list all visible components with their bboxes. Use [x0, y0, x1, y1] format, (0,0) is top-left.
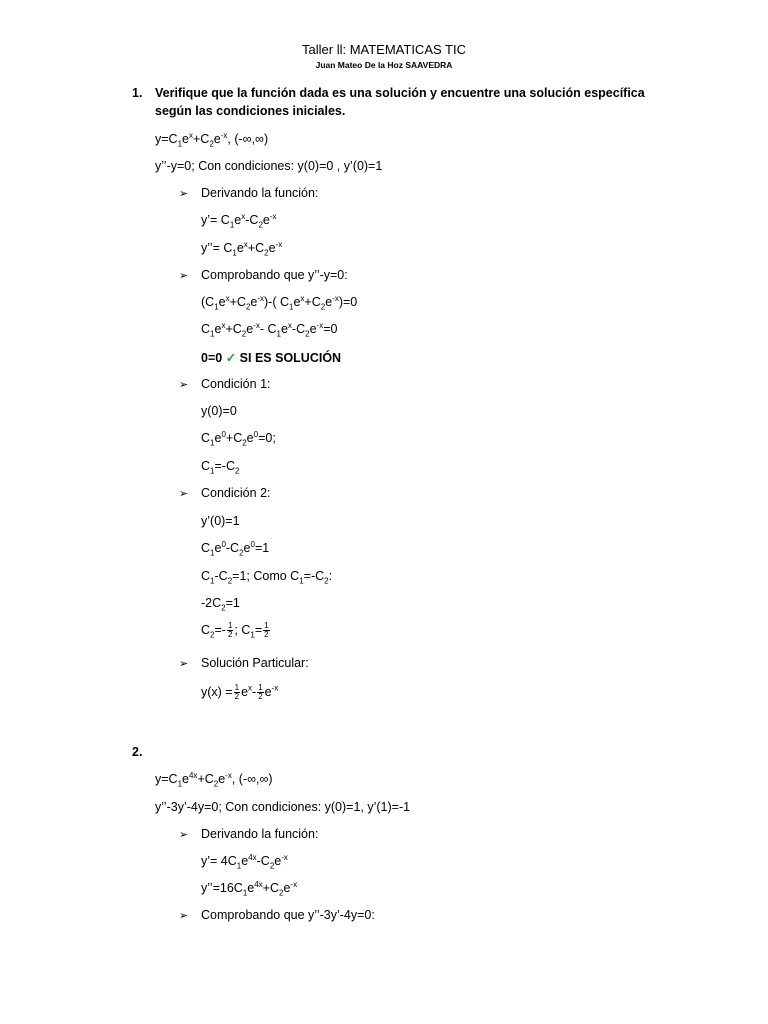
ex2-bullet-derivando: Derivando la función:: [201, 827, 319, 841]
arrow-bullet-icon: ➢: [179, 910, 189, 922]
ex1-si-es-solucion: SI ES SOLUCIÓN: [239, 351, 342, 365]
ex1-check-line2: $C_1e^x+C_2e^{-x}-$ $C_1e^x-C_2e^{-x}=0$: [201, 320, 338, 339]
ex2-bullet-comprobando: Comprobando que y’’-3y’-4y=0:: [201, 908, 375, 922]
checkmark-icon: ✓: [225, 351, 237, 365]
ex2-second-derivative: $y’’=16C_1e^{4x}+C_2e^{-x}$: [201, 879, 298, 898]
ex1-second-derivative: y’’= $C_1e^x+C_2e^{-x}$: [201, 239, 283, 258]
arrow-bullet-icon: ➢: [179, 270, 189, 282]
ex1-bullet-condicion1: Condición 1:: [201, 377, 271, 391]
ex1-cond2-line4: $-2C_2=1$: [201, 596, 240, 613]
ex1-cond1-line2: $C_1e^0+C_2e^0=0$;: [201, 429, 276, 448]
exercise-1-function: $y=C_1e^x+C_2e^{-x}$, (-∞,∞): [155, 130, 269, 149]
ex1-cond1-line1: y(0)=0: [201, 404, 237, 418]
ex1-first-derivative: y’= $C_1e^x-C_2e^{-x}$: [201, 211, 277, 230]
arrow-bullet-icon: ➢: [179, 658, 189, 670]
exercise-2-conditions: y’’-3y’-4y=0; Con condiciones: y(0)=1, y’(1)=-1: [155, 800, 411, 814]
arrow-bullet-icon: ➢: [179, 188, 189, 200]
exercise-2-function: $y=C_1e^{4x}+C_2e^{-x}$, (-∞,∞): [155, 770, 273, 789]
ex1-bullet-comprobando: Comprobando que y’’-y=0:: [201, 268, 348, 282]
ex1-check-line1: $(C_1e^x+C_2e^{-x})-$( $C_1e^x+C_2e^{-x})=0$: [201, 293, 358, 312]
exercise-2-number: 2.: [132, 745, 143, 759]
ex1-cond2-line2: $C_1e^0-C_2e^0=1$: [201, 539, 270, 558]
document-author: Juan Mateo De la Hoz SAAVEDRA: [315, 60, 453, 70]
arrow-bullet-icon: ➢: [179, 829, 189, 841]
ex1-cond1-line3: $C_1=-C_2$: [201, 459, 240, 476]
ex1-bullet-derivando: Derivando la función:: [201, 186, 319, 200]
ex1-bullet-particular: Solución Particular:: [201, 656, 309, 670]
ex2-first-derivative: y’= $4C_1e^{4x}-C_2e^{-x}$: [201, 852, 288, 871]
ex1-cond2-line3: $C_1-C_2=1$; Como $C_1=-C_2$:: [201, 569, 333, 586]
ex1-result-equation: 0=0: [201, 351, 223, 365]
ex1-particular-solution: y(x) = $\frac{1}{2}$ $e^x-$ $\frac{1}{2}$ $e^{-x}$: [201, 683, 279, 701]
ex1-cond2-line5: $C_2=-$ $\frac{1}{2}$ ; $C_1=$ $\frac{1}{2}$: [201, 621, 269, 640]
arrow-bullet-icon: ➢: [179, 488, 189, 500]
ex1-bullet-condicion2: Condición 2:: [201, 486, 271, 500]
exercise-1-statement-line1: Verifique que la función dada es una solución y encuentre una solución específica: [155, 86, 645, 100]
arrow-bullet-icon: ➢: [179, 379, 189, 391]
document-title: Taller ll: MATEMATICAS TIC: [302, 42, 466, 57]
ex1-cond2-line1: y’(0)=1: [201, 514, 240, 528]
exercise-1-statement-line2: según las condiciones iniciales.: [155, 104, 346, 118]
ex1-check-result: [201, 350, 341, 365]
exercise-1-conditions: y’’-y=0; Con condiciones: y(0)=0 , y’(0)=1: [155, 159, 383, 173]
exercise-1-number: 1.: [132, 86, 143, 100]
